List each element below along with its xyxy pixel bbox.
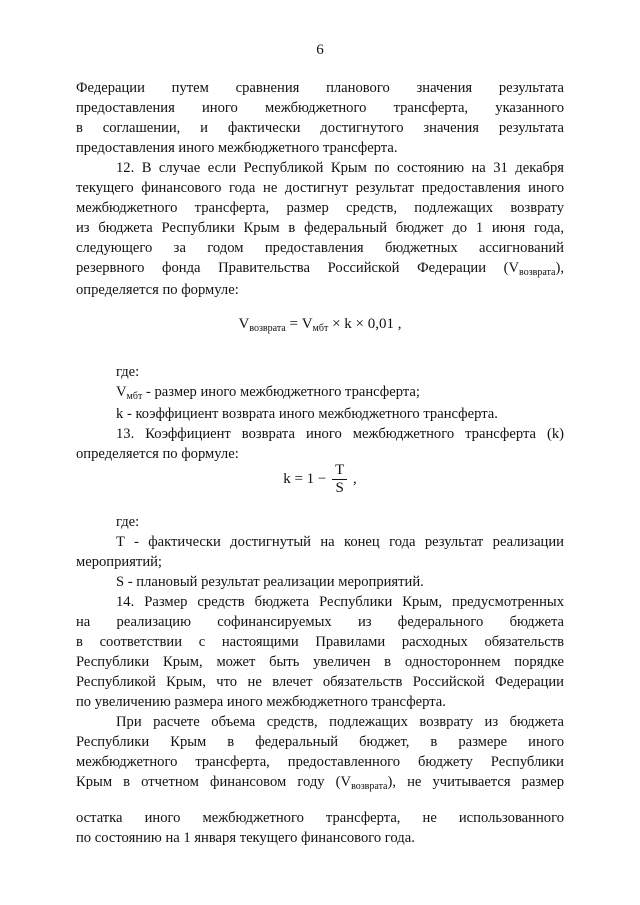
page-number: 6 (316, 42, 324, 58)
text-line: остатка иного межбюджетного трансферта, не использованного (76, 810, 564, 826)
text-line: определяется по формуле: (76, 282, 239, 298)
text-line: Крым в отчетном финансовом году $(V_{возврата})$, не учитывается размер (76, 774, 564, 792)
text-line: Республики Крым, может быть увеличен в одностороннем порядке (76, 654, 564, 670)
text-line: T - фактически достигнутый на конец года результат реализации (116, 534, 564, 550)
definition-s: S - плановый результат реализации мероприятий. (116, 574, 424, 590)
paragraph-12 (76, 158, 564, 278)
text-line: определяется по формуле: (76, 446, 239, 462)
text-line: резервного фонда Правительства Российской Федерации $(V_{возврата})$, (76, 260, 564, 278)
text-line: по увеличению размера иного межбюджетного трансферта. (76, 694, 446, 710)
paragraph-continuation (76, 78, 564, 138)
text-line: следующего за годом предоставления бюджетных ассигнований (76, 240, 564, 256)
text-line: предоставления иного межбюджетного трансферта. (76, 140, 398, 156)
text-line: межбюджетного трансферта, предоставленного бюджету Республики (76, 754, 564, 770)
formula-v-return: $V_{возврата} = V_{мбт} \times k \times 0,01$ , (238, 316, 402, 334)
definition-v-mbt: $V_{мбт}$ - размер иного межбюджетного трансферта; (116, 384, 420, 402)
definition-t (76, 532, 564, 552)
text-line: 13. Коэффициент возврата иного межбюджетного трансферта (k) (116, 426, 564, 442)
paragraph-13 (76, 424, 564, 444)
text-line: 14. Размер средств бюджета Республики Крым, предусмотренных (116, 594, 564, 610)
text-line: Республикой Крым, что не влечет обязательств Российской Федерации (76, 674, 564, 690)
text-line: мероприятий; (76, 554, 162, 570)
text-line: по состоянию на 1 января текущего финансового года. (76, 830, 415, 846)
fraction: $\frac{T}{S}$ (332, 462, 347, 497)
text-line: Республики Крым в федеральный бюджет, в размере иного (76, 734, 564, 750)
text-line: Федерации путем сравнения планового значения результата (76, 80, 564, 96)
text-line: При расчете объема средств, подлежащих возврату из бюджета (116, 714, 564, 730)
text-line: предоставления иного межбюджетного трансферта, указанного (76, 100, 564, 116)
text-line: из бюджета Республики Крым в федеральный бюджет до 1 июня года, (76, 220, 564, 236)
paragraph-15 (76, 712, 564, 792)
paragraph-14 (76, 592, 564, 692)
formula-k: k = 1 − $\frac{T}{S}$ , (283, 462, 357, 496)
text-line: в соглашении, и фактически достигнутого значения результата (76, 120, 564, 136)
where-label: где: (116, 364, 140, 380)
text-line: текущего финансового года не достигнут результат предоставления иного (76, 180, 564, 196)
where-label: где: (116, 514, 140, 530)
text-line: на реализацию софинансируемых из федерального бюджета (76, 614, 564, 630)
text-line: межбюджетного трансферта, размер средств, подлежащих возврату (76, 200, 564, 216)
definition-k: k - коэффициент возврата иного межбюджетного трансферта. (116, 406, 498, 422)
text-line: 12. В случае если Республикой Крым по состоянию на 31 декабря (116, 160, 564, 176)
text-line: в соответствии с настоящими Правилами расходных обязательств (76, 634, 564, 650)
